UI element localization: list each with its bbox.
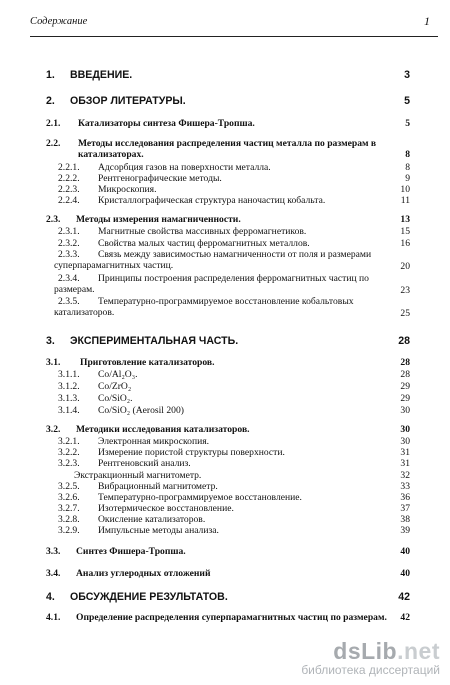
toc-text: Кристаллографическая структура наночастиц кобальта. (98, 195, 326, 206)
toc-number: 3.1.1. (58, 369, 80, 380)
toc-page: 40 (400, 546, 410, 557)
toc-text: Приготовление катализаторов. (80, 357, 215, 368)
toc-page: 38 (400, 514, 410, 525)
watermark-logo-tld: .net (397, 638, 440, 664)
toc-number: 3.2.6. (58, 492, 80, 503)
header-page-number: 1 (424, 14, 430, 28)
watermark (301, 638, 440, 677)
toc-page: 8 (405, 162, 410, 173)
toc-page: 40 (400, 568, 410, 579)
toc-page: 42 (400, 612, 410, 623)
toc-number: 2.2.4. (58, 195, 80, 206)
toc-number: 2.3.5. (58, 296, 80, 307)
toc-page: 20 (400, 261, 410, 272)
toc-number: 3.2.2. (58, 447, 80, 458)
toc-page: 39 (400, 525, 410, 536)
toc-text: Измерение пористой структуры поверхности. (98, 447, 285, 458)
toc-text: ОБЗОР ЛИТЕРАТУРЫ. (70, 95, 186, 107)
toc-page: 5 (404, 95, 410, 107)
header-title: Содержание (30, 16, 88, 27)
toc-number: 2. (46, 95, 55, 107)
watermark-logo (301, 638, 440, 665)
toc-text: Катализаторы синтеза Фишера-Тропша. (78, 118, 255, 129)
toc-number: 2.2.2. (58, 173, 80, 184)
toc-number: 3.1.3. (58, 393, 80, 404)
toc-text: Анализ углеродных отложений (76, 568, 211, 579)
toc-text: Синтез Фишера-Тропша. (76, 546, 186, 557)
toc-entry[interactable] (54, 249, 410, 272)
toc-text: Co/SiO₂ (Aerosil 200) (98, 405, 184, 416)
toc-page: 28 (398, 335, 410, 347)
toc-page: 16 (400, 238, 410, 249)
toc-number: 3.3. (46, 546, 61, 557)
toc-page: 29 (400, 393, 410, 404)
toc-page: 28 (400, 369, 410, 380)
toc-number: 1. (46, 69, 55, 81)
watermark-tagline: библиотека диссертаций (301, 663, 440, 677)
toc-page: 37 (400, 503, 410, 514)
toc-text: Свойства малых частиц ферромагнитных металлов. (98, 238, 310, 249)
toc-number: 4.1. (46, 612, 61, 623)
toc-text: Рентгеновский анализ. (98, 458, 191, 469)
toc-page: 15 (400, 226, 410, 237)
toc-page: 8 (405, 149, 410, 160)
toc-number: 3.2.5. (58, 481, 80, 492)
toc-number: 2.3.4. (58, 273, 80, 284)
toc-text: Температурно-программируемое восстановление. (98, 492, 302, 503)
toc-text: Co/SiO₂. (98, 393, 133, 404)
toc-number: 3.4. (46, 568, 61, 579)
toc-page: 30 (400, 405, 410, 416)
toc-number: 2.2. (46, 138, 61, 149)
toc-text: Принципы построения распределения ферромагнитных частиц по размерам. (54, 273, 369, 295)
toc-text: Методики исследования катализаторов. (76, 424, 250, 435)
toc-page: 33 (400, 481, 410, 492)
toc-number: 3. (46, 335, 55, 347)
toc-text: Окисление катализаторов. (98, 514, 206, 525)
toc-page: 11 (400, 195, 410, 206)
toc-text: Микроскопия. (98, 184, 157, 195)
toc-text: ОБСУЖДЕНИЕ РЕЗУЛЬТАТОВ. (70, 591, 228, 603)
toc-text: Магнитные свойства массивных ферромагнетиков. (98, 226, 307, 237)
toc-number: 3.2.1. (58, 436, 80, 447)
toc-number: 2.1. (46, 118, 61, 129)
toc-text: Экстракционный магнитометр. (74, 470, 202, 481)
toc-page: 31 (400, 447, 410, 458)
toc-page: 42 (398, 591, 410, 603)
toc-number: 3.1.4. (58, 405, 80, 416)
toc-page: 3 (404, 69, 410, 81)
toc-page: 13 (400, 214, 410, 225)
toc-number: 3.2.9. (58, 525, 80, 536)
toc-number: 2.3.1. (58, 226, 80, 237)
header-rule (30, 36, 438, 37)
toc-text: Определение распределения суперпарамагнитных частиц по размерам. (76, 612, 387, 623)
toc-number: 3.2.7. (58, 503, 80, 514)
watermark-logo-main: dsLib (333, 638, 398, 664)
toc-text: Методы исследования распределения частиц металла по размерам в катализаторах. (78, 138, 377, 160)
toc-page: 29 (400, 381, 410, 392)
toc-page: 25 (400, 308, 410, 319)
toc-text: Co/ZrO₂ (98, 381, 132, 392)
toc-text: Методы измерения намагниченности. (76, 214, 241, 225)
toc-text: Изотермическое восстановление. (98, 503, 234, 514)
toc-entry[interactable] (54, 296, 410, 319)
toc-text: Вибрационный магнитометр. (98, 481, 218, 492)
toc-text: Электронная микроскопия. (98, 436, 210, 447)
toc-page: 36 (400, 492, 410, 503)
toc-text: Температурно-программируемое восстановление кобальтовых катализаторов. (54, 296, 354, 318)
toc-page: 28 (400, 357, 410, 368)
toc-text: Импульсные методы анализа. (98, 525, 219, 536)
toc-page: 9 (405, 173, 410, 184)
toc-number: 3.2.3. (58, 458, 80, 469)
toc-page: 31 (400, 458, 410, 469)
toc-number: 2.3. (46, 214, 61, 225)
toc-number: 3.2.8. (58, 514, 80, 525)
toc-entry[interactable] (54, 273, 410, 296)
toc-text: ЭКСПЕРИМЕНТАЛЬНАЯ ЧАСТЬ. (70, 335, 239, 347)
toc-page: 10 (400, 184, 410, 195)
toc-number: 3.2. (46, 424, 61, 435)
toc-text: Рентгенографические методы. (98, 173, 222, 184)
toc-number: 2.3.3. (58, 249, 80, 260)
toc-number: 2.3.2. (58, 238, 80, 249)
toc-number: 2.2.3. (58, 184, 80, 195)
toc-number: 3.1.2. (58, 381, 80, 392)
toc-page: 32 (400, 470, 410, 481)
toc-number: 4. (46, 591, 55, 603)
toc-entry[interactable] (46, 138, 410, 160)
toc-text: Связь между зависимостью намагниченности от поля и размерами суперпарамагнитных частиц. (54, 249, 372, 271)
toc-page: 30 (400, 436, 410, 447)
toc-page: 23 (400, 285, 410, 296)
toc-number: 3.1. (46, 357, 61, 368)
toc-text: ВВЕДЕНИЕ. (70, 69, 133, 81)
toc-number: 2.2.1. (58, 162, 80, 173)
toc-text: Адсорбция газов на поверхности металла. (98, 162, 271, 173)
toc-page: 30 (400, 424, 410, 435)
toc-text: Co/Al₂O₃. (98, 369, 138, 380)
toc-page: 5 (405, 118, 410, 129)
